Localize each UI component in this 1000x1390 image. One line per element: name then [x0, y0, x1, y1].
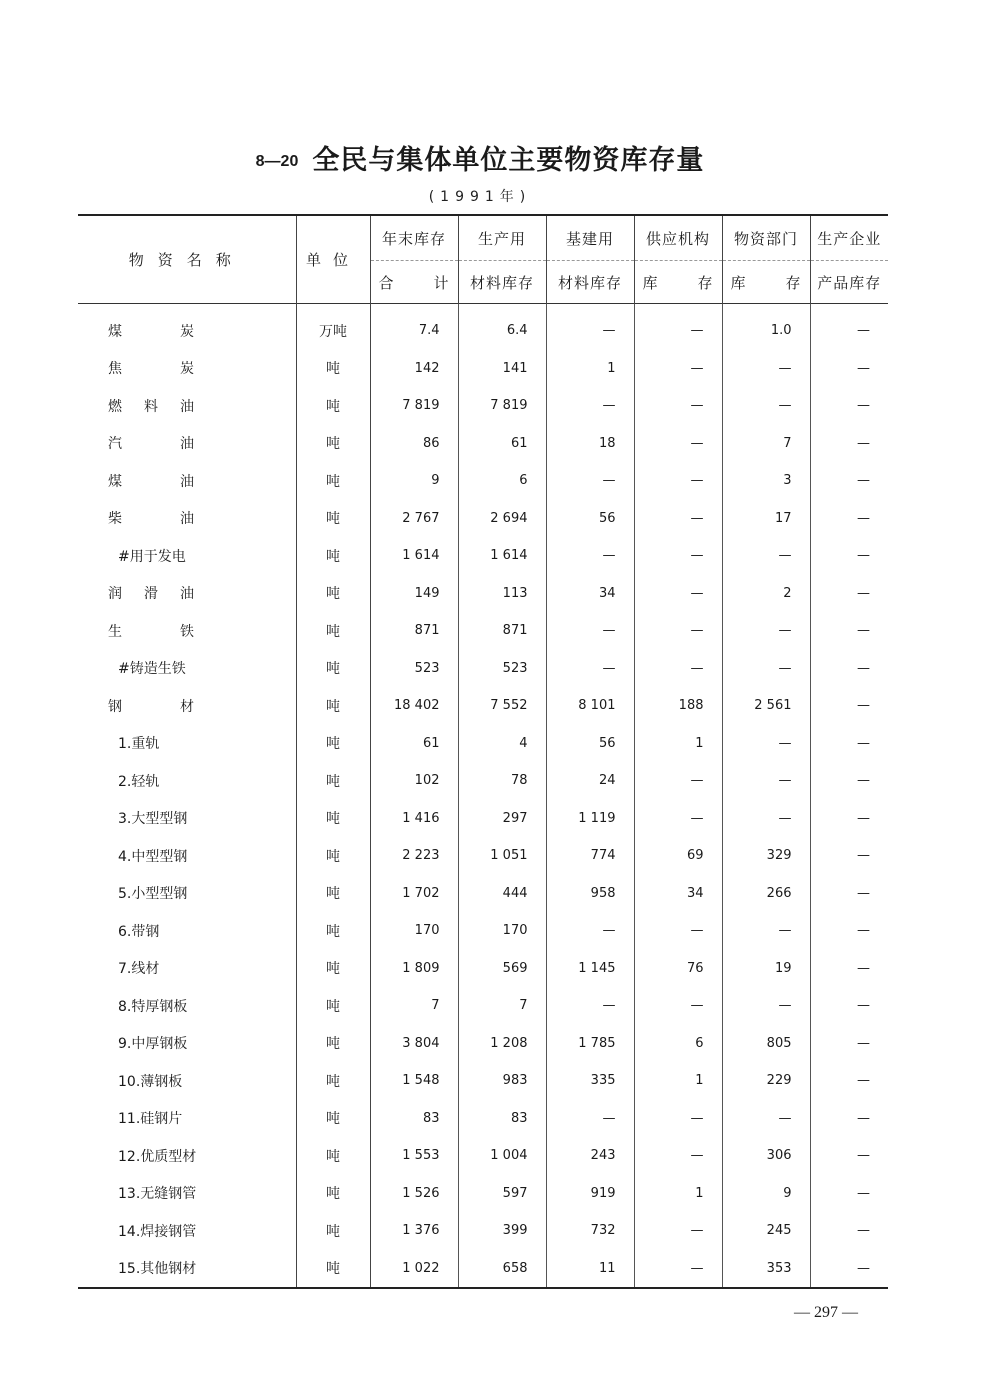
table-row [78, 1025, 888, 1063]
table-row [78, 837, 888, 875]
item-name-text: 10.薄钢板 [118, 1073, 183, 1090]
value-cell: — [810, 762, 888, 800]
item-name-text: 生铁 [108, 623, 194, 640]
value-cell: — [546, 1100, 634, 1138]
item-name [78, 425, 296, 463]
item-name-text: 4.中型型钢 [118, 848, 188, 865]
value-cell: — [634, 800, 722, 838]
value-cell: 1 614 [458, 537, 546, 575]
value-cell: — [810, 575, 888, 613]
value-cell: 56 [546, 725, 634, 763]
page-number: — 297 — [794, 1304, 858, 1321]
value-cell: — [634, 537, 722, 575]
header-sub: 库存 [634, 261, 722, 304]
value-cell: — [634, 612, 722, 650]
item-unit: 吨 [296, 462, 370, 500]
value-cell: — [634, 1212, 722, 1250]
value-cell: 11 [546, 1250, 634, 1289]
value-cell: 142 [414, 360, 440, 376]
item-name-text: 燃料油 [108, 398, 194, 415]
value-cell: — [722, 650, 810, 688]
value-cell: — [634, 987, 722, 1025]
item-unit: 吨 [296, 875, 370, 913]
item-name-text: 7.线材 [118, 961, 160, 978]
value-cell: 569 [458, 950, 546, 988]
table-row [78, 875, 888, 913]
value-cell: — [810, 1212, 888, 1250]
item-unit: 吨 [296, 612, 370, 650]
value-cell: 18 [546, 425, 634, 463]
value-cell: — [810, 1137, 888, 1175]
table-row [78, 500, 888, 538]
table-row [78, 1100, 888, 1138]
item-unit: 吨 [296, 1100, 370, 1138]
value-cell: 170 [414, 923, 440, 939]
value-cell: 335 [546, 1062, 634, 1100]
item-name-text: 润滑油 [108, 586, 194, 603]
item-name-text: 煤炭 [108, 323, 194, 340]
value-cell: — [810, 500, 888, 538]
value-cell: 1 376 [402, 1223, 440, 1239]
header-sub: 材料库存 [458, 261, 546, 304]
table-title [0, 138, 960, 177]
item-name [78, 912, 296, 950]
value-cell: 19 [722, 950, 810, 988]
header-group: 生产企业 [810, 215, 888, 261]
value-cell: — [546, 612, 634, 650]
header-group: 生产用 [458, 215, 546, 261]
value-cell: 2 561 [722, 687, 810, 725]
value-cell: — [810, 837, 888, 875]
item-unit: 吨 [296, 950, 370, 988]
value-cell: 8 101 [546, 687, 634, 725]
item-name [78, 875, 296, 913]
value-cell: 1 785 [546, 1025, 634, 1063]
value-cell: 2 694 [458, 500, 546, 538]
item-name-text: 8.特厚钢板 [118, 998, 188, 1015]
value-cell: 243 [546, 1137, 634, 1175]
item-unit: 吨 [296, 725, 370, 763]
table-row [78, 612, 888, 650]
table-title-text: 全民与集体单位主要物资库存量 [312, 145, 705, 176]
value-cell: — [810, 1250, 888, 1289]
item-name [78, 612, 296, 650]
value-cell: — [810, 650, 888, 688]
value-cell: 306 [722, 1137, 810, 1175]
value-cell: 1 [546, 350, 634, 388]
item-name-text: 15.其他钢材 [118, 1261, 197, 1278]
value-cell: 6.4 [458, 304, 546, 350]
value-cell: 170 [458, 912, 546, 950]
value-cell: 266 [722, 875, 810, 913]
value-cell: — [634, 575, 722, 613]
value-cell: 7 819 [458, 387, 546, 425]
value-cell: 1 416 [402, 810, 440, 826]
value-cell: 1 553 [402, 1148, 440, 1164]
value-cell: 1 [634, 725, 722, 763]
value-cell: — [546, 987, 634, 1025]
value-cell: — [546, 650, 634, 688]
item-name-text: 1.重轨 [118, 736, 160, 753]
item-name-text: 13.无缝钢管 [118, 1186, 197, 1203]
item-name [78, 762, 296, 800]
value-cell: — [634, 1250, 722, 1289]
item-unit: 吨 [296, 837, 370, 875]
value-cell: 18 402 [394, 698, 440, 714]
item-name-text: 5.小型型钢 [118, 886, 188, 903]
value-cell: — [634, 304, 722, 350]
value-cell: — [634, 762, 722, 800]
header-group: 年末库存 [370, 215, 458, 261]
value-cell: 3 [722, 462, 810, 500]
value-cell: 1 208 [458, 1025, 546, 1063]
value-cell: 1 [634, 1062, 722, 1100]
item-name [78, 387, 296, 425]
item-name-text: 3.大型型钢 [118, 811, 188, 828]
value-cell: 7.4 [418, 323, 440, 339]
value-cell: — [810, 612, 888, 650]
value-cell: — [722, 387, 810, 425]
item-name [78, 687, 296, 725]
value-cell: — [634, 500, 722, 538]
table-row [78, 1175, 888, 1213]
table-year: (1991年) [428, 189, 532, 205]
value-cell: 56 [546, 500, 634, 538]
table-row [78, 1250, 888, 1289]
value-cell: — [546, 912, 634, 950]
value-cell: 353 [722, 1250, 810, 1289]
value-cell: 3 804 [402, 1035, 440, 1051]
value-cell: — [722, 725, 810, 763]
item-name [78, 462, 296, 500]
value-cell: 1 702 [402, 885, 440, 901]
value-cell: 188 [634, 687, 722, 725]
value-cell: 399 [458, 1212, 546, 1250]
value-cell: 4 [458, 725, 546, 763]
value-cell: — [634, 387, 722, 425]
value-cell: — [810, 304, 888, 350]
value-cell: 1 145 [546, 950, 634, 988]
value-cell: 523 [414, 660, 440, 676]
item-name [78, 575, 296, 613]
item-name-text: 汽油 [108, 436, 194, 453]
header-sub: 库存 [722, 261, 810, 304]
value-cell: — [634, 1100, 722, 1138]
value-cell: 245 [722, 1212, 810, 1250]
value-cell: — [634, 650, 722, 688]
item-name-text: 柴油 [108, 511, 194, 528]
value-cell: 732 [546, 1212, 634, 1250]
item-unit: 吨 [296, 1212, 370, 1250]
item-name-text: 12.优质型材 [118, 1148, 197, 1165]
value-cell: — [546, 462, 634, 500]
value-cell: 774 [546, 837, 634, 875]
value-cell: — [722, 800, 810, 838]
value-cell: 61 [458, 425, 546, 463]
header-group: 基建用 [546, 215, 634, 261]
item-unit: 吨 [296, 350, 370, 388]
header-sub: 合计 [370, 261, 458, 304]
value-cell: 1 [634, 1175, 722, 1213]
table-body [78, 304, 888, 1289]
item-unit: 万吨 [296, 304, 370, 350]
value-cell: 7 819 [402, 398, 440, 414]
value-cell: — [810, 800, 888, 838]
value-cell: 6 [458, 462, 546, 500]
table-row [78, 1062, 888, 1100]
value-cell: 871 [458, 612, 546, 650]
value-cell: 6 [634, 1025, 722, 1063]
table-row [78, 575, 888, 613]
value-cell: — [722, 537, 810, 575]
table-row [78, 387, 888, 425]
value-cell: 69 [634, 837, 722, 875]
item-name [78, 987, 296, 1025]
value-cell: — [810, 875, 888, 913]
item-name [78, 800, 296, 838]
value-cell: 78 [458, 762, 546, 800]
header-sub: 材料库存 [546, 261, 634, 304]
value-cell: 7 [722, 425, 810, 463]
item-unit: 吨 [296, 762, 370, 800]
value-cell: 34 [634, 875, 722, 913]
value-cell: — [722, 350, 810, 388]
value-cell: — [722, 762, 810, 800]
value-cell: 1 526 [402, 1185, 440, 1201]
header-group: 物资部门 [722, 215, 810, 261]
table-row [78, 912, 888, 950]
table-number: 8—20 [255, 153, 299, 170]
value-cell: — [810, 462, 888, 500]
value-cell: 958 [546, 875, 634, 913]
value-cell: 7 [458, 987, 546, 1025]
item-unit: 吨 [296, 1062, 370, 1100]
value-cell: 7 552 [458, 687, 546, 725]
value-cell: 805 [722, 1025, 810, 1063]
value-cell: — [810, 987, 888, 1025]
item-name [78, 537, 296, 575]
value-cell: 2 [722, 575, 810, 613]
item-unit: 吨 [296, 387, 370, 425]
value-cell: 1.0 [722, 304, 810, 350]
value-cell: — [546, 304, 634, 350]
value-cell: — [546, 537, 634, 575]
value-cell: 24 [546, 762, 634, 800]
value-cell: — [810, 687, 888, 725]
item-unit: 吨 [296, 912, 370, 950]
header-sub: 产品库存 [810, 261, 888, 304]
value-cell: 9 [431, 473, 440, 489]
value-cell: 141 [458, 350, 546, 388]
item-unit: 吨 [296, 537, 370, 575]
item-name [78, 304, 296, 350]
value-cell: 597 [458, 1175, 546, 1213]
value-cell: — [634, 912, 722, 950]
table-row [78, 650, 888, 688]
item-unit: 吨 [296, 425, 370, 463]
item-name-text: #用于发电 [118, 548, 186, 565]
table-row [78, 537, 888, 575]
value-cell: 113 [458, 575, 546, 613]
item-unit: 吨 [296, 1250, 370, 1289]
table-row [78, 800, 888, 838]
value-cell: 1 022 [402, 1260, 440, 1276]
item-name-text: 焦炭 [108, 361, 194, 378]
value-cell: — [810, 537, 888, 575]
value-cell: 444 [458, 875, 546, 913]
item-name-text: 11.硅钢片 [118, 1111, 183, 1128]
item-unit: 吨 [296, 987, 370, 1025]
item-name-text: 9.中厚钢板 [118, 1036, 188, 1053]
item-unit: 吨 [296, 500, 370, 538]
value-cell: — [810, 950, 888, 988]
value-cell: 297 [458, 800, 546, 838]
value-cell: — [810, 1100, 888, 1138]
value-cell: 76 [634, 950, 722, 988]
value-cell: 83 [458, 1100, 546, 1138]
value-cell: — [634, 462, 722, 500]
item-unit: 吨 [296, 687, 370, 725]
item-name-text: 6.带钢 [118, 923, 160, 940]
value-cell: 1 548 [402, 1073, 440, 1089]
item-name [78, 1250, 296, 1289]
value-cell: 658 [458, 1250, 546, 1289]
value-cell: 2 223 [402, 848, 440, 864]
item-name [78, 350, 296, 388]
value-cell: — [634, 350, 722, 388]
value-cell: 102 [414, 773, 440, 789]
value-cell: — [810, 1062, 888, 1100]
item-name [78, 1100, 296, 1138]
item-name [78, 725, 296, 763]
item-name-text: 煤油 [108, 473, 194, 490]
table-row [78, 987, 888, 1025]
value-cell: 329 [722, 837, 810, 875]
value-cell: — [634, 1137, 722, 1175]
value-cell: 83 [422, 1110, 440, 1126]
item-name [78, 500, 296, 538]
value-cell: 1 614 [402, 548, 440, 564]
table-row [78, 762, 888, 800]
inventory-table [78, 214, 888, 1289]
item-unit: 吨 [296, 800, 370, 838]
item-unit: 吨 [296, 1025, 370, 1063]
value-cell: 149 [414, 585, 440, 601]
value-cell: — [546, 387, 634, 425]
value-cell: — [810, 1025, 888, 1063]
value-cell: 983 [458, 1062, 546, 1100]
value-cell: — [810, 1175, 888, 1213]
item-unit: 吨 [296, 650, 370, 688]
value-cell: — [810, 387, 888, 425]
table-row [78, 425, 888, 463]
header-group: 供应机构 [634, 215, 722, 261]
item-name-text: #铸造生铁 [118, 661, 186, 678]
value-cell: 61 [422, 735, 440, 751]
item-unit: 吨 [296, 1175, 370, 1213]
table-row [78, 725, 888, 763]
value-cell: — [810, 912, 888, 950]
value-cell: 34 [546, 575, 634, 613]
table-row [78, 304, 888, 350]
item-name-text: 钢材 [108, 698, 194, 715]
header-item-name: 物资名称 [128, 251, 245, 269]
value-cell: — [722, 612, 810, 650]
item-name [78, 1062, 296, 1100]
item-name-text: 2.轻轨 [118, 773, 160, 790]
value-cell: 1 809 [402, 960, 440, 976]
item-name [78, 950, 296, 988]
item-unit: 吨 [296, 1137, 370, 1175]
value-cell: — [810, 725, 888, 763]
table-row [78, 462, 888, 500]
value-cell: — [722, 987, 810, 1025]
value-cell: 1 051 [458, 837, 546, 875]
value-cell: 229 [722, 1062, 810, 1100]
value-cell: 7 [431, 998, 440, 1014]
value-cell: — [810, 425, 888, 463]
item-name [78, 1212, 296, 1250]
value-cell: 2 767 [402, 510, 440, 526]
item-name [78, 1175, 296, 1213]
value-cell: — [722, 912, 810, 950]
item-name [78, 650, 296, 688]
table-row [78, 687, 888, 725]
value-cell: 919 [546, 1175, 634, 1213]
table-row [78, 1137, 888, 1175]
value-cell: 86 [422, 435, 440, 451]
table-row [78, 350, 888, 388]
value-cell: — [634, 425, 722, 463]
value-cell: 871 [414, 623, 440, 639]
item-name [78, 1025, 296, 1063]
value-cell: 17 [722, 500, 810, 538]
item-name-text: 14.焊接钢管 [118, 1223, 197, 1240]
value-cell: 1 119 [546, 800, 634, 838]
value-cell: — [810, 350, 888, 388]
table-row [78, 950, 888, 988]
value-cell: 1 004 [458, 1137, 546, 1175]
item-unit: 吨 [296, 575, 370, 613]
item-name [78, 837, 296, 875]
item-name [78, 1137, 296, 1175]
header-unit: 单位 [296, 215, 370, 304]
table-row [78, 1212, 888, 1250]
value-cell: 523 [458, 650, 546, 688]
value-cell: — [722, 1100, 810, 1138]
value-cell: 9 [722, 1175, 810, 1213]
